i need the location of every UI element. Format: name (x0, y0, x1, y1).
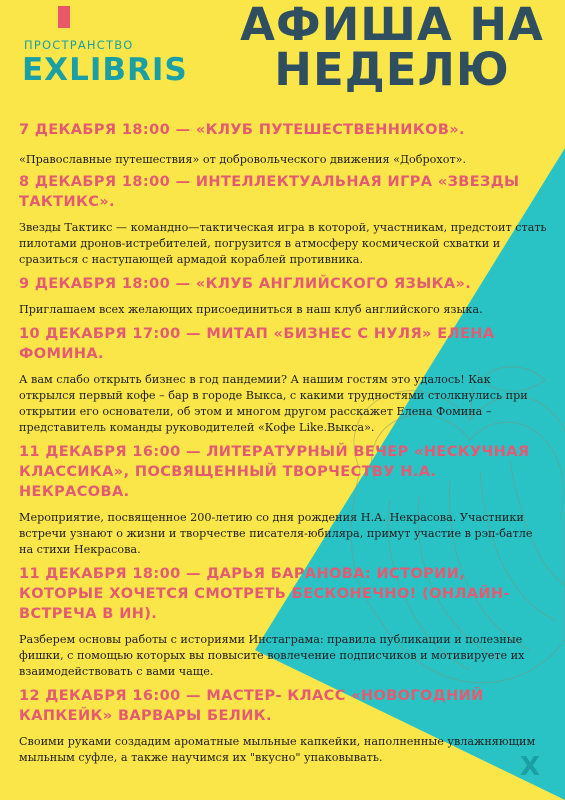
event-title: 9 ДЕКАБРЯ 18:00 — «КЛУБ АНГЛИЙСКОГО ЯЗЫКА». (19, 276, 472, 292)
event-description: Разберем основы работы с историями Инстаграма: правила публикации и полезные фишки, с помощью которых вы повысите вовлечение подписчиков и мотивируете их взаимодействовать с вами чаще. (19, 633, 525, 678)
event-item (19, 324, 549, 436)
event-description: «Православные путешествия» от добровольческого движения «Доброхот». (19, 153, 467, 166)
x-mark-icon: X (520, 752, 541, 782)
event-title: 7 ДЕКАБРЯ 18:00 — «КЛУБ ПУТЕШЕСТВЕННИКОВ». (19, 122, 465, 138)
event-title: 10 ДЕКАБРЯ 17:00 — МИТАП «БИЗНЕС С НУЛЯ» ЕЛЕНА ФОМИНА. (19, 326, 495, 362)
event-item (19, 274, 549, 318)
event-description: А вам слабо открыть бизнес в год пандемии? А нашим гостям это удалось! Как открылся первый кофе – бар в городе Выкса, с какими трудностями столкнулись при открытии его основатели, об этом и многом другом расскажет Елена Фомина – представитель команды руководителей «Кофе Like.Выкса». (19, 373, 528, 434)
event-item (19, 686, 549, 766)
events-list (19, 120, 549, 766)
event-title: 8 ДЕКАБРЯ 18:00 — ИНТЕЛЛЕКТУАЛЬНАЯ ИГРА «ЗВЕЗДЫ ТАКТИКС». (19, 174, 520, 210)
logo-wordmark: EXLIBRIS (22, 52, 188, 88)
event-item (19, 564, 549, 680)
event-title: 12 ДЕКАБРЯ 16:00 — МАСТЕР- КЛАСС «НОВОГОДНИЙ КАПКЕЙК» ВАРВАРЫ БЕЛИК. (19, 688, 484, 724)
event-item (19, 442, 549, 558)
event-title: 11 ДЕКАБРЯ 18:00 — ДАРЬЯ БАРАНОВА: ИСТОРИИ, КОТОРЫЕ ХОЧЕТСЯ СМОТРЕТЬ БЕСКОНЕЧНО! (ОНЛАЙН-ВСТРЕЧА В ИН). (19, 566, 510, 622)
headline-line-1: АФИША НА (240, 0, 544, 51)
bookmark-icon (58, 6, 70, 28)
event-description: Приглашаем всех желающих присоединиться в наш клуб английского языка. (19, 303, 483, 316)
event-description: Своими руками создадим ароматные мыльные капкейки, наполненные увлажняющим мыльным суфле, а также научимся их "вкусно" упаковывать. (19, 735, 536, 764)
headline-line-2: НЕДЕЛЮ (274, 43, 510, 96)
event-title: 11 ДЕКАБРЯ 16:00 — ЛИТЕРАТУРНЫЙ ВЕЧЕР «НЕСКУЧНАЯ КЛАССИКА», ПОСВЯЩЕННЫЙ ТВОРЧЕСТВУ Н.А. НЕКРАСОВА. (19, 444, 530, 500)
page-headline (222, 0, 562, 96)
event-item (19, 172, 549, 268)
event-item (19, 120, 549, 168)
event-description: Звезды Тактикс — командно—тактическая игра в которой, участникам, предстоит стать пилотами дронов-истребителей, погрузится в атмосферу космической схватки и сразиться с наступающей армадой кораблей противника. (19, 221, 547, 266)
logo-caption: ПРОСТРАНСТВО (24, 38, 134, 52)
event-description: Мероприятие, посвященное 200-летию со дня рождения Н.А. Некрасова. Участники встречи узнают о жизни и творчестве писателя-юбиляра, примут участие в рэп-батле на стихи Некрасова. (19, 511, 533, 556)
